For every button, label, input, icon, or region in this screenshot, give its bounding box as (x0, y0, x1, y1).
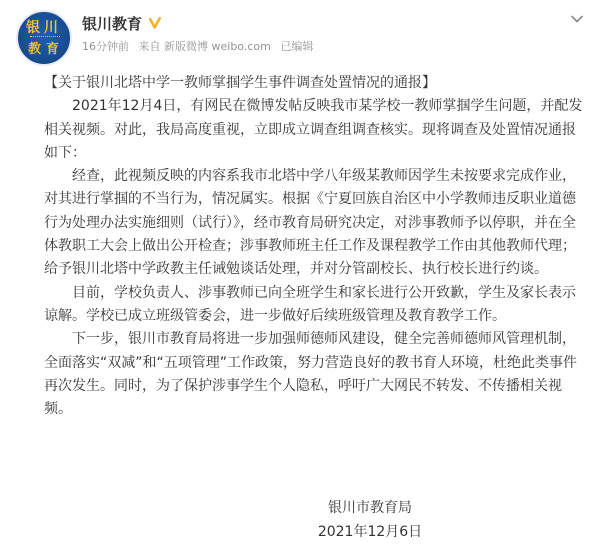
signature-date-text: 2021年12月6日 (317, 524, 423, 540)
post-content (44, 72, 584, 421)
signature-org-text: 银川市教育局 (328, 500, 412, 516)
chevron-down-icon[interactable] (568, 10, 586, 28)
avatar-char: 教 (28, 42, 42, 57)
verified-badge-icon (147, 15, 163, 31)
paragraph-current-status: 目前，学校负责人、涉事教师已向全班学生和家长进行公开致歉，学生及家长表示谅解。学校已成立班级管委会，进一步做好后续班级管理及教育教学工作。 (44, 284, 576, 324)
edited-label[interactable]: 已编辑 (280, 40, 314, 53)
avatar-char: 川 (44, 20, 58, 36)
name-row (82, 13, 163, 33)
avatar-char: 育 (46, 42, 60, 57)
post-time[interactable]: 16分钟前 (82, 40, 129, 53)
post-source: 来自 新版微博 weibo.com (138, 40, 271, 53)
avatar[interactable] (16, 10, 72, 66)
paragraph-intro: 2021年12月4日，有网民在微博发帖反映我市某学校一教师掌掴学生问题，并配发相关视频。对此，我局高度重视，立即成立调查组调查核实。现将调查及处置情况通报如下： (44, 98, 583, 161)
avatar-divider (30, 36, 60, 41)
paragraph-next-steps: 下一步，银川市教育局将进一步加强师德师风建设，健全完善师德师风管理机制，全面落实“双减”和“五项管理”工作政策，努力营造良好的教书育人环境，杜绝此类事件再次发生。同时，为了保护涉事学生个人隐私，呼吁广大网民不转发、不传播相关视频。 (44, 331, 578, 418)
paragraph-findings: 经查，此视频反映的内容系我市北塔中学八年级某教师因学生未按要求完成作业，对其进行掌掴的不当行为，情况属实。根据《宁夏回族自治区中小学教师违反职业道德行为处理办法实施细则（试行）》，经市教育局研究决定，对涉事教师予以停职，并在全体教职工大会上做出公开检查；涉事教师班主任工作及课程教学工作由其他教师代理；给予银川北塔中学政教主任诫勉谈话处理，并对分管副校长、执行校长进行约谈。 (44, 168, 576, 278)
avatar-char: 银 (26, 20, 40, 36)
post-header (16, 10, 586, 70)
username-link[interactable]: 银川教育 (82, 14, 143, 33)
signature-date (0, 522, 600, 542)
post-title: 【关于银川北塔中学一教师掌掴学生事件调查处置情况的通报】 (44, 75, 436, 91)
post-meta (82, 38, 319, 54)
signature-org (0, 498, 600, 518)
